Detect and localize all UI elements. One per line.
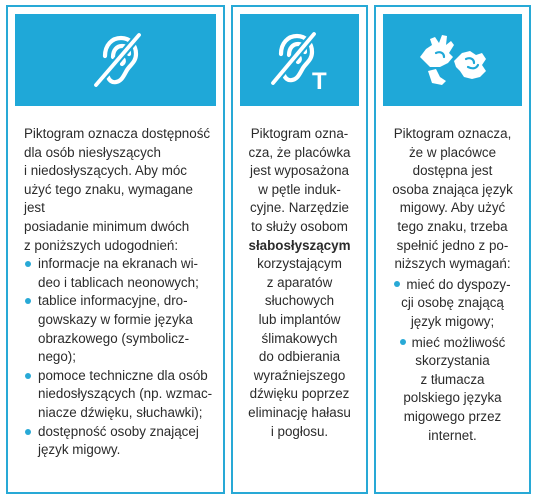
card-header — [240, 14, 359, 106]
text-line: lub implantów — [258, 311, 341, 327]
svg-text:T: T — [311, 68, 327, 91]
text-line: spełnić jedno z po- — [396, 237, 509, 253]
text-line: migowy. Aby użyć — [399, 200, 506, 216]
card-sign-language — [374, 5, 531, 494]
requirements-list — [380, 276, 525, 445]
text-line: cji osobę znającą — [401, 295, 504, 311]
text-line: dostępność osoby znającej — [38, 423, 199, 439]
emphasis-text: słabosłyszącym — [248, 237, 351, 253]
text-line: nego); — [38, 349, 76, 365]
card-text — [376, 125, 529, 447]
text-line: niedosłyszących (np. wzmac- — [38, 386, 213, 402]
text-line: deo i tablicach neonowych; — [38, 274, 199, 290]
text-line: słuchowych — [264, 293, 335, 309]
list-item — [380, 334, 525, 446]
text-line: niacze dźwięku, słuchawki); — [38, 404, 203, 420]
text-line: do odbierania — [258, 349, 341, 365]
text-line: i niedosłyszących. Aby móc — [24, 163, 187, 179]
text-line: dla osób niesłyszących — [24, 144, 161, 160]
sign-language-icon — [416, 31, 490, 89]
text-line: użyć tego znaku, wymagane jest — [24, 181, 193, 216]
text-line: język migowy. — [38, 442, 121, 458]
description-text — [237, 125, 362, 441]
text-line: z aparatów — [266, 274, 333, 290]
text-line: posiadanie minimum dwóch — [24, 218, 190, 234]
card-header — [15, 14, 216, 106]
induction-loop-icon — [268, 29, 332, 91]
text-line: pomoce techniczne dla osób — [38, 367, 208, 383]
text-line: wyraźniejszego — [253, 367, 346, 383]
card-text — [233, 125, 366, 441]
text-line: mieć do dyspozy- — [406, 276, 511, 292]
text-line: informacje na ekranach wi- — [38, 256, 199, 272]
text-line: cyjne. Narzędzie — [250, 200, 349, 216]
list-item — [24, 423, 217, 460]
text-line: tablice informacyjne, dro- — [38, 293, 188, 309]
text-line: z poniższych udogodnień: — [24, 237, 179, 253]
text-line: obrazkowego (symbolicz- — [38, 330, 190, 346]
text-line: jest wyposażona — [250, 163, 349, 179]
text-line: dźwięku poprzez — [249, 386, 350, 402]
text-line: Piktogram oznacza, — [393, 126, 512, 141]
text-line: korzystającym — [257, 256, 342, 272]
text-line: w pętle induk- — [258, 181, 341, 197]
card-hearing-impaired — [6, 5, 225, 494]
card-text — [8, 125, 223, 460]
text-line: osoba znająca język — [392, 181, 513, 197]
text-line: ślimakowych — [261, 330, 338, 346]
list-item — [24, 292, 217, 366]
list-item — [24, 255, 217, 292]
text-line: cza, że placówka — [248, 144, 351, 160]
text-line: mieć możliwość — [411, 334, 506, 350]
hearing-impaired-icon — [86, 29, 146, 91]
card-induction-loop — [231, 5, 368, 494]
intro-text — [24, 125, 217, 255]
bullet-icon — [400, 339, 406, 345]
bullet-icon — [394, 281, 400, 287]
text-line: język migowy; — [410, 313, 495, 329]
text-line: dostępna jest — [412, 163, 493, 179]
text-line: i pogłosu. — [270, 423, 329, 439]
text-line: to służy osobom — [251, 218, 348, 234]
requirements-list — [24, 255, 217, 460]
text-line: Piktogram ozna- — [250, 126, 349, 141]
list-item — [380, 276, 525, 332]
text-line: internet. — [428, 427, 477, 443]
text-line: Piktogram oznacza dostępność — [24, 126, 211, 141]
list-item — [24, 367, 217, 423]
text-line: z tłumacza — [420, 371, 485, 387]
intro-text — [380, 125, 525, 274]
text-line: polskiego języka — [403, 390, 502, 406]
text-line: migowego przez — [403, 408, 502, 424]
text-line: skorzystania — [415, 353, 490, 369]
text-line: tego znaku, trzeba — [397, 218, 508, 234]
text-line: niższych wymagań: — [394, 256, 511, 272]
text-line: że w placówce — [408, 144, 497, 160]
text-line: gowskazy w formie języka — [38, 311, 193, 327]
text-line: eliminację hałasu — [248, 404, 351, 420]
card-header — [383, 14, 522, 106]
